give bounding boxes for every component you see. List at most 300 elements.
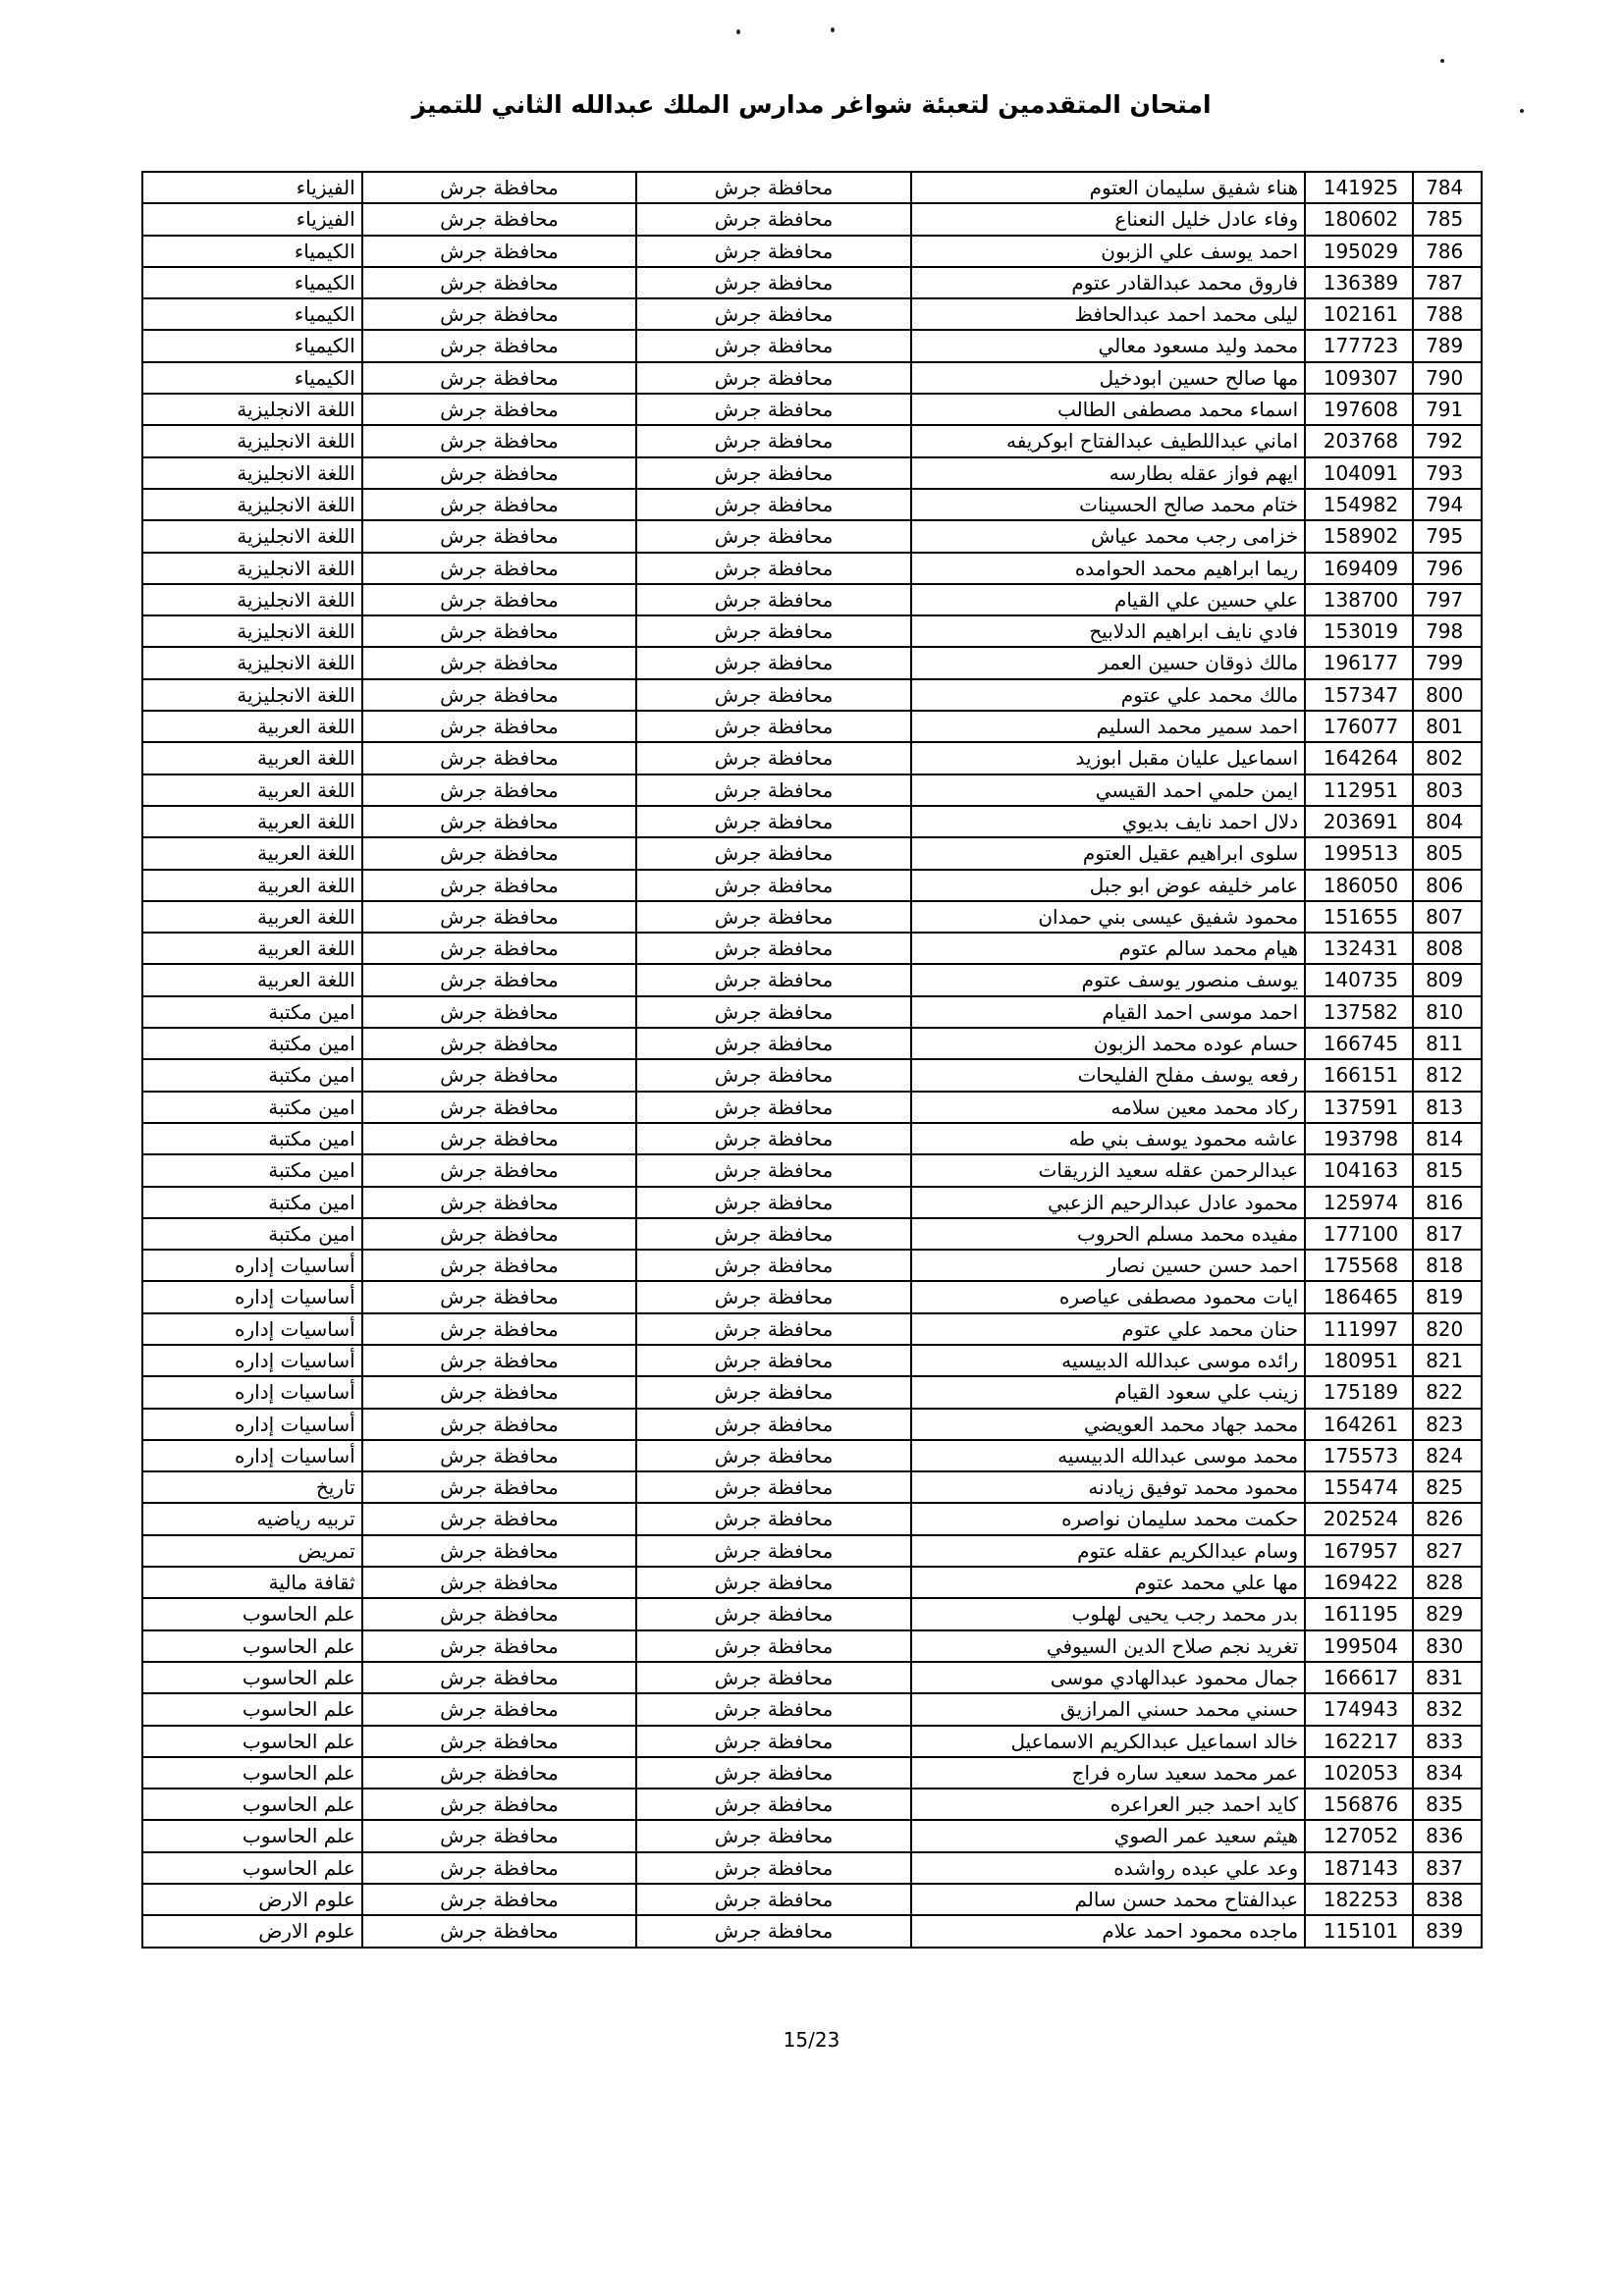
row-number-cell: 797 [1414,585,1483,614]
exam-center-cell: محافظة جرش [363,1441,638,1470]
row-number-cell: 839 [1414,1916,1483,1946]
specialization-cell: علم الحاسوب [143,1599,363,1629]
exam-center-cell: محافظة جرش [363,458,638,488]
specialization-cell: اللغة العربية [143,838,363,868]
candidate-id-cell: 177100 [1306,1219,1414,1249]
row-number-cell: 816 [1414,1188,1483,1217]
exam-center-cell: محافظة جرش [363,1060,638,1090]
specialization-cell: اللغة العربية [143,743,363,773]
row-number-cell: 807 [1414,902,1483,932]
candidate-id-cell: 176077 [1306,712,1414,741]
candidate-name-cell: ليلى محمد احمد عبدالحافظ [912,299,1306,329]
exam-center-cell: محافظة جرش [363,1916,638,1946]
directorate-cell: محافظة جرش [637,1472,912,1502]
row-number-cell: 815 [1414,1155,1483,1185]
row-number-cell: 818 [1414,1251,1483,1280]
specialization-cell: الفيزياء [143,204,363,234]
directorate-cell: محافظة جرش [637,871,912,900]
specialization-cell: الكيمياء [143,299,363,329]
candidate-name-cell: وسام عبدالكريم عقله عتوم [912,1536,1306,1566]
row-number-cell: 823 [1414,1410,1483,1439]
row-number-cell: 829 [1414,1599,1483,1629]
row-number-cell: 826 [1414,1504,1483,1533]
specialization-cell: اللغة العربية [143,965,363,994]
candidate-id-cell: 153019 [1306,616,1414,646]
directorate-cell: محافظة جرش [637,616,912,646]
exam-center-cell: محافظة جرش [363,521,638,551]
directorate-cell: محافظة جرش [637,807,912,836]
table-row [143,1472,1483,1504]
exam-center-cell: محافظة جرش [363,775,638,805]
specialization-cell: اللغة العربية [143,775,363,805]
specialization-cell: اللغة العربية [143,902,363,932]
directorate-cell: محافظة جرش [637,1410,912,1439]
row-number-cell: 808 [1414,934,1483,963]
candidate-name-cell: محمد جهاد محمد العويضي [912,1410,1306,1439]
table-row [143,1885,1483,1916]
candidates-table [141,171,1483,1949]
candidate-id-cell: 166745 [1306,1029,1414,1058]
table-row [143,1441,1483,1472]
candidate-name-cell: احمد سمير محمد السليم [912,712,1306,741]
table-row [143,1694,1483,1726]
candidate-id-cell: 162217 [1306,1727,1414,1756]
specialization-cell: اللغة الانجليزية [143,458,363,488]
candidate-name-cell: اسماء محمد مصطفى الطالب [912,395,1306,424]
exam-center-cell: محافظة جرش [363,712,638,741]
candidate-name-cell: حسام عوده محمد الزبون [912,1029,1306,1058]
candidate-name-cell: دلال احمد نايف بديوي [912,807,1306,836]
exam-center-cell: محافظة جرش [363,1188,638,1217]
table-row [143,902,1483,934]
candidate-id-cell: 111997 [1306,1314,1414,1344]
directorate-cell: محافظة جرش [637,1377,912,1407]
candidate-id-cell: 112951 [1306,775,1414,805]
table-row [143,1188,1483,1219]
row-number-cell: 824 [1414,1441,1483,1470]
row-number-cell: 802 [1414,743,1483,773]
candidate-name-cell: اسماعيل عليان مقبل ابوزيد [912,743,1306,773]
table-row [143,934,1483,965]
table-row [143,1282,1483,1313]
directorate-cell: محافظة جرش [637,490,912,519]
candidate-id-cell: 175189 [1306,1377,1414,1407]
specialization-cell: علوم الارض [143,1916,363,1946]
row-number-cell: 789 [1414,331,1483,360]
exam-center-cell: محافظة جرش [363,204,638,234]
table-row [143,1410,1483,1441]
row-number-cell: 798 [1414,616,1483,646]
candidate-id-cell: 132431 [1306,934,1414,963]
table-row [143,871,1483,902]
candidate-name-cell: زينب علي سعود القيام [912,1377,1306,1407]
candidate-id-cell: 203768 [1306,426,1414,455]
candidate-id-cell: 166617 [1306,1663,1414,1692]
page-title: امتحان المتقدمين لتعبئة شواغر مدارس الملك عبدالله الثاني للتميز [411,90,1212,119]
row-number-cell: 825 [1414,1472,1483,1502]
candidate-name-cell: هيام محمد سالم عتوم [912,934,1306,963]
exam-center-cell: محافظة جرش [363,1853,638,1883]
candidate-id-cell: 187143 [1306,1853,1414,1883]
specialization-cell: اللغة الانجليزية [143,554,363,583]
candidate-id-cell: 104163 [1306,1155,1414,1185]
table-row [143,743,1483,774]
directorate-cell: محافظة جرش [637,1631,912,1661]
specialization-cell: أساسيات إداره [143,1377,363,1407]
exam-center-cell: محافظة جرش [363,1789,638,1819]
directorate-cell: محافظة جرش [637,173,912,202]
exam-center-cell: محافظة جرش [363,585,638,614]
row-number-cell: 811 [1414,1029,1483,1058]
table-row [143,1219,1483,1251]
exam-center-cell: محافظة جرش [363,616,638,646]
directorate-cell: محافظة جرش [637,1251,912,1280]
exam-center-cell: محافظة جرش [363,807,638,836]
candidate-id-cell: 203691 [1306,807,1414,836]
specialization-cell: أساسيات إداره [143,1251,363,1280]
candidate-name-cell: عامر خليفه عوض ابو جبل [912,871,1306,900]
row-number-cell: 792 [1414,426,1483,455]
directorate-cell: محافظة جرش [637,1727,912,1756]
candidate-name-cell: حكمت محمد سليمان نواصره [912,1504,1306,1533]
row-number-cell: 831 [1414,1663,1483,1692]
scan-speck [736,29,740,34]
candidate-id-cell: 161195 [1306,1599,1414,1629]
specialization-cell: امين مكتبة [143,1155,363,1185]
table-row [143,775,1483,807]
exam-center-cell: محافظة جرش [363,299,638,329]
candidate-name-cell: ماجده محمود احمد علام [912,1916,1306,1946]
table-row [143,458,1483,490]
directorate-cell: محافظة جرش [637,1758,912,1788]
specialization-cell: علم الحاسوب [143,1694,363,1724]
candidate-name-cell: محمد وليد مسعود معالي [912,331,1306,360]
table-row [143,1251,1483,1282]
exam-center-cell: محافظة جرش [363,1093,638,1122]
candidate-id-cell: 169422 [1306,1568,1414,1597]
candidate-id-cell: 156876 [1306,1789,1414,1819]
directorate-cell: محافظة جرش [637,712,912,741]
row-number-cell: 793 [1414,458,1483,488]
candidate-id-cell: 199513 [1306,838,1414,868]
candidate-name-cell: علي حسين علي القيام [912,585,1306,614]
directorate-cell: محافظة جرش [637,426,912,455]
candidate-name-cell: هناء شفيق سليمان العتوم [912,173,1306,202]
row-number-cell: 828 [1414,1568,1483,1597]
directorate-cell: محافظة جرش [637,1536,912,1566]
candidate-name-cell: هيثم سعيد عمر الصوي [912,1821,1306,1850]
specialization-cell: امين مكتبة [143,1093,363,1122]
candidate-id-cell: 167957 [1306,1536,1414,1566]
candidate-id-cell: 175573 [1306,1441,1414,1470]
candidate-id-cell: 164261 [1306,1410,1414,1439]
candidate-name-cell: سلوى ابراهيم عقيل العتوم [912,838,1306,868]
directorate-cell: محافظة جرش [637,965,912,994]
directorate-cell: محافظة جرش [637,775,912,805]
exam-center-cell: محافظة جرش [363,1377,638,1407]
directorate-cell: محافظة جرش [637,585,912,614]
candidate-name-cell: محمد موسى عبدالله الدبيسيه [912,1441,1306,1470]
exam-center-cell: محافظة جرش [363,237,638,266]
row-number-cell: 790 [1414,363,1483,393]
candidate-id-cell: 151655 [1306,902,1414,932]
candidate-name-cell: خزامى رجب محمد عياش [912,521,1306,551]
scan-speck [831,27,835,32]
candidate-id-cell: 154982 [1306,490,1414,519]
specialization-cell: الكيمياء [143,237,363,266]
specialization-cell: علم الحاسوب [143,1758,363,1788]
candidate-name-cell: حسني محمد حسني المرازيق [912,1694,1306,1724]
specialization-cell: امين مكتبة [143,1029,363,1058]
exam-center-cell: محافظة جرش [363,1631,638,1661]
candidate-name-cell: وعد علي عبده رواشده [912,1853,1306,1883]
specialization-cell: أساسيات إداره [143,1314,363,1344]
specialization-cell: اللغة العربية [143,807,363,836]
table-row [143,1727,1483,1758]
table-row [143,173,1483,204]
candidate-id-cell: 157347 [1306,680,1414,710]
exam-center-cell: محافظة جرش [363,1821,638,1850]
table-row [143,1124,1483,1155]
specialization-cell: علم الحاسوب [143,1853,363,1883]
exam-center-cell: محافظة جرش [363,1599,638,1629]
row-number-cell: 800 [1414,680,1483,710]
exam-center-cell: محافظة جرش [363,1251,638,1280]
candidate-id-cell: 115101 [1306,1916,1414,1946]
row-number-cell: 819 [1414,1282,1483,1311]
candidate-name-cell: رفعه يوسف مفلح الفليحات [912,1060,1306,1090]
row-number-cell: 814 [1414,1124,1483,1153]
candidate-id-cell: 180602 [1306,204,1414,234]
exam-center-cell: محافظة جرش [363,363,638,393]
candidate-id-cell: 137591 [1306,1093,1414,1122]
table-row [143,1377,1483,1409]
row-number-cell: 803 [1414,775,1483,805]
candidate-id-cell: 186465 [1306,1282,1414,1311]
row-number-cell: 820 [1414,1314,1483,1344]
candidate-name-cell: بدر محمد رجب يحيى لهلوب [912,1599,1306,1629]
candidate-name-cell: ريما ابراهيم محمد الحوامده [912,554,1306,583]
row-number-cell: 805 [1414,838,1483,868]
candidate-name-cell: محمود شفيق عيسى بني حمدان [912,902,1306,932]
candidate-id-cell: 182253 [1306,1885,1414,1914]
row-number-cell: 817 [1414,1219,1483,1249]
exam-center-cell: محافظة جرش [363,1314,638,1344]
candidate-id-cell: 141925 [1306,173,1414,202]
specialization-cell: الكيمياء [143,268,363,297]
specialization-cell: تمريض [143,1536,363,1566]
exam-center-cell: محافظة جرش [363,1124,638,1153]
table-row [143,395,1483,426]
directorate-cell: محافظة جرش [637,1029,912,1058]
directorate-cell: محافظة جرش [637,1093,912,1122]
directorate-cell: محافظة جرش [637,1821,912,1850]
row-number-cell: 809 [1414,965,1483,994]
candidate-id-cell: 138700 [1306,585,1414,614]
candidate-id-cell: 104091 [1306,458,1414,488]
row-number-cell: 794 [1414,490,1483,519]
candidate-id-cell: 136389 [1306,268,1414,297]
table-row [143,1599,1483,1630]
candidate-name-cell: محمود عادل عبدالرحيم الزعبي [912,1188,1306,1217]
candidate-name-cell: ركاد محمد معين سلامه [912,1093,1306,1122]
candidate-id-cell: 193798 [1306,1124,1414,1153]
candidate-id-cell: 186050 [1306,871,1414,900]
row-number-cell: 785 [1414,204,1483,234]
specialization-cell: اللغة العربية [143,871,363,900]
candidate-name-cell: ختام محمد صالح الحسينات [912,490,1306,519]
exam-center-cell: محافظة جرش [363,965,638,994]
directorate-cell: محافظة جرش [637,838,912,868]
candidate-name-cell: ايمن حلمي احمد القيسي [912,775,1306,805]
table-row [143,490,1483,521]
candidate-name-cell: عبدالفتاح محمد حسن سالم [912,1885,1306,1914]
directorate-cell: محافظة جرش [637,1124,912,1153]
row-number-cell: 788 [1414,299,1483,329]
directorate-cell: محافظة جرش [637,237,912,266]
exam-center-cell: محافظة جرش [363,1568,638,1597]
exam-center-cell: محافظة جرش [363,1663,638,1692]
candidate-name-cell: مها صالح حسين ابودخيل [912,363,1306,393]
row-number-cell: 799 [1414,648,1483,677]
candidate-id-cell: 202524 [1306,1504,1414,1533]
exam-center-cell: محافظة جرش [363,1155,638,1185]
specialization-cell: أساسيات إداره [143,1346,363,1375]
row-number-cell: 813 [1414,1093,1483,1122]
specialization-cell: الفيزياء [143,173,363,202]
specialization-cell: امين مكتبة [143,1219,363,1249]
directorate-cell: محافظة جرش [637,1346,912,1375]
row-number-cell: 838 [1414,1885,1483,1914]
specialization-cell: تربيه رياضيه [143,1504,363,1533]
directorate-cell: محافظة جرش [637,1916,912,1946]
row-number-cell: 830 [1414,1631,1483,1661]
directorate-cell: محافظة جرش [637,1441,912,1470]
table-row [143,1853,1483,1885]
table-row [143,1758,1483,1789]
candidate-id-cell: 109307 [1306,363,1414,393]
row-number-cell: 787 [1414,268,1483,297]
directorate-cell: محافظة جرش [637,1504,912,1533]
candidate-id-cell: 199504 [1306,1631,1414,1661]
specialization-cell: علوم الارض [143,1885,363,1914]
exam-center-cell: محافظة جرش [363,554,638,583]
table-row [143,1821,1483,1852]
specialization-cell: الكيمياء [143,331,363,360]
exam-center-cell: محافظة جرش [363,1885,638,1914]
row-number-cell: 804 [1414,807,1483,836]
directorate-cell: محافظة جرش [637,1568,912,1597]
specialization-cell: امين مكتبة [143,1060,363,1090]
table-row [143,1155,1483,1187]
candidate-name-cell: مالك محمد علي عتوم [912,680,1306,710]
row-number-cell: 835 [1414,1789,1483,1819]
table-row [143,1346,1483,1377]
table-row [143,712,1483,743]
table-row [143,997,1483,1029]
candidate-id-cell: 158902 [1306,521,1414,551]
table-row [143,1568,1483,1599]
candidate-id-cell: 175568 [1306,1251,1414,1280]
specialization-cell: اللغة الانجليزية [143,521,363,551]
specialization-cell: اللغة الانجليزية [143,490,363,519]
exam-center-cell: محافظة جرش [363,1282,638,1311]
row-number-cell: 784 [1414,173,1483,202]
candidate-id-cell: 177723 [1306,331,1414,360]
specialization-cell: اللغة الانجليزية [143,395,363,424]
directorate-cell: محافظة جرش [637,997,912,1027]
exam-center-cell: محافظة جرش [363,934,638,963]
directorate-cell: محافظة جرش [637,521,912,551]
exam-center-cell: محافظة جرش [363,331,638,360]
row-number-cell: 836 [1414,1821,1483,1850]
exam-center-cell: محافظة جرش [363,902,638,932]
candidate-name-cell: ايات محمود مصطفى عياصره [912,1282,1306,1311]
directorate-cell: محافظة جرش [637,1599,912,1629]
specialization-cell: اللغة الانجليزية [143,585,363,614]
directorate-cell: محافظة جرش [637,395,912,424]
table-row [143,648,1483,679]
exam-center-cell: محافظة جرش [363,173,638,202]
exam-center-cell: محافظة جرش [363,1410,638,1439]
candidate-name-cell: اماني عبداللطيف عبدالفتاح ابوكريفه [912,426,1306,455]
specialization-cell: اللغة العربية [143,712,363,741]
directorate-cell: محافظة جرش [637,1060,912,1090]
row-number-cell: 810 [1414,997,1483,1027]
exam-center-cell: محافظة جرش [363,997,638,1027]
specialization-cell: علم الحاسوب [143,1821,363,1850]
candidate-name-cell: محمود محمد توفيق زيادنه [912,1472,1306,1502]
row-number-cell: 832 [1414,1694,1483,1724]
specialization-cell: امين مكتبة [143,1124,363,1153]
table-row [143,554,1483,585]
row-number-cell: 795 [1414,521,1483,551]
candidate-name-cell: احمد موسى احمد القيام [912,997,1306,1027]
candidate-name-cell: مها علي محمد عتوم [912,1568,1306,1597]
exam-center-cell: محافظة جرش [363,1504,638,1533]
scan-speck [1440,59,1444,63]
specialization-cell: اللغة العربية [143,934,363,963]
candidate-id-cell: 125974 [1306,1188,1414,1217]
table-row [143,299,1483,331]
directorate-cell: محافظة جرش [637,743,912,773]
exam-center-cell: محافظة جرش [363,648,638,677]
directorate-cell: محافظة جرش [637,1663,912,1692]
table-row [143,965,1483,996]
candidate-name-cell: رائده موسى عبدالله الدبيسيه [912,1346,1306,1375]
row-number-cell: 796 [1414,554,1483,583]
directorate-cell: محافظة جرش [637,902,912,932]
candidate-name-cell: عاشه محمود يوسف بني طه [912,1124,1306,1153]
directorate-cell: محافظة جرش [637,1219,912,1249]
directorate-cell: محافظة جرش [637,934,912,963]
table-row [143,1789,1483,1821]
specialization-cell: امين مكتبة [143,997,363,1027]
row-number-cell: 791 [1414,395,1483,424]
exam-center-cell: محافظة جرش [363,490,638,519]
table-row [143,1631,1483,1663]
candidate-name-cell: ايهم فواز عقله بطارسه [912,458,1306,488]
exam-center-cell: محافظة جرش [363,395,638,424]
exam-center-cell: محافظة جرش [363,1758,638,1788]
directorate-cell: محافظة جرش [637,1155,912,1185]
directorate-cell: محافظة جرش [637,1694,912,1724]
candidate-name-cell: يوسف منصور يوسف عتوم [912,965,1306,994]
specialization-cell: الكيمياء [143,363,363,393]
directorate-cell: محافظة جرش [637,1789,912,1819]
exam-center-cell: محافظة جرش [363,1536,638,1566]
table-row [143,585,1483,616]
